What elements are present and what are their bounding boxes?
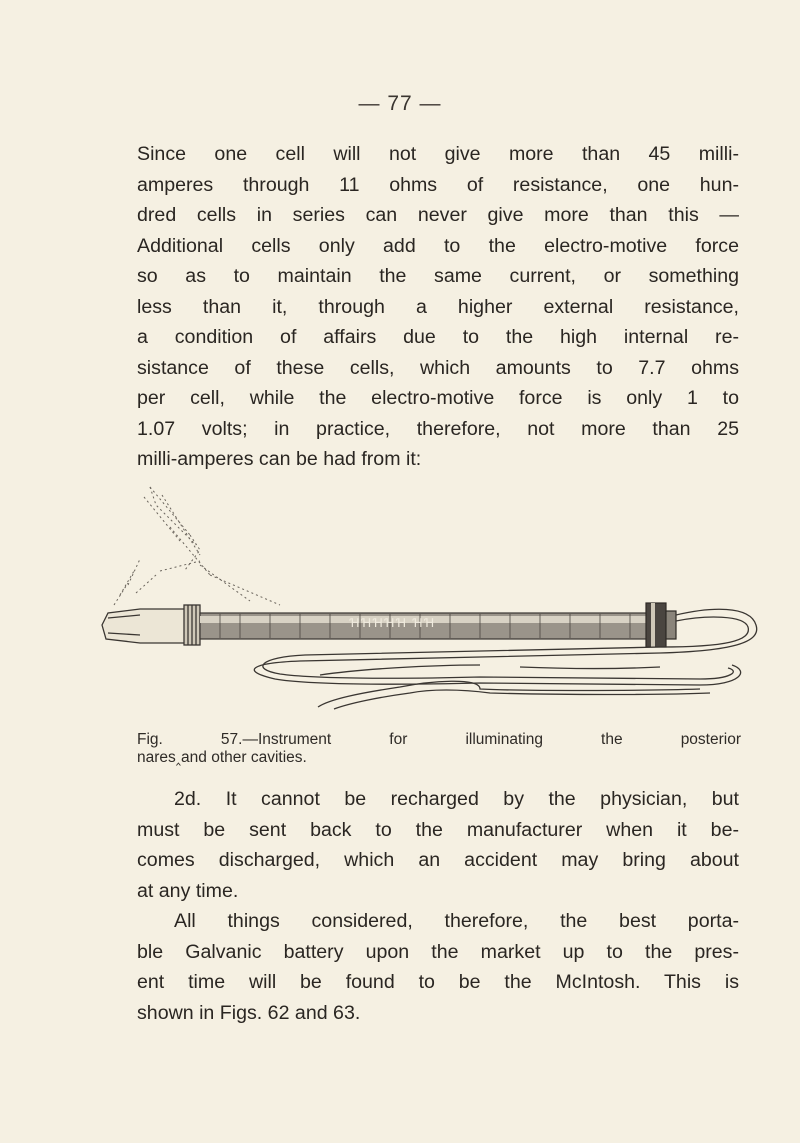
text-line: at any time. xyxy=(137,879,239,902)
tube-collar xyxy=(646,603,676,647)
text-line: Since one cell will not give more than 45 milli- xyxy=(137,143,739,165)
text-line: All things considered, therefore, the best porta- xyxy=(174,910,739,932)
paragraph-battery-cells xyxy=(137,139,739,475)
text-line: less than it, through a higher external resistance, xyxy=(137,295,739,318)
text-line: a condition of affairs due to the high internal re- xyxy=(137,326,739,348)
text-line: ent time will be found to be the McIntosh. This is xyxy=(137,971,739,993)
text-line: dred cells in series can never give more than this — xyxy=(137,204,739,226)
text-line: must be sent back to the manufacturer when it be- xyxy=(137,818,739,841)
handle-inscription: ꞪꞪꞪꞪꞪ ꞪꞪ xyxy=(350,616,437,630)
tube-body xyxy=(200,613,650,639)
text-line: per cell, while the electro-motive force is only 1 to xyxy=(137,387,739,409)
text-line: so as to maintain the same current, or something xyxy=(137,265,739,287)
text-line: Additional cells only add to the electro-motive force xyxy=(137,234,739,257)
lamp-head xyxy=(102,605,200,645)
paragraph-recharging xyxy=(137,784,739,1028)
text-line: 2d. It cannot be recharged by the physician, but xyxy=(174,788,739,810)
text-line: ble Galvanic battery upon the market up to the pres- xyxy=(137,940,739,963)
light-rays xyxy=(114,487,280,605)
text-line: amperes through 11 ohms of resistance, one hun- xyxy=(137,173,739,196)
text-line: shown in Figs. 62 and 63. xyxy=(137,1001,361,1024)
text-line: 1.07 volts; in practice, therefore, not more than 25 xyxy=(137,417,739,440)
text-line: sistance of these cells, which amounts to 7.7 ohms xyxy=(137,356,739,379)
caption-line: Fig. 57.—Instrument for illuminating the posterior xyxy=(137,731,741,748)
instrument-illustration xyxy=(100,475,760,710)
text-line: comes discharged, which an accident may bring about xyxy=(137,849,739,871)
figure-caption xyxy=(137,731,741,767)
text-line: milli-amperes can be had from it: xyxy=(137,448,422,470)
caption-line: nares‸and other cavities. xyxy=(137,749,307,766)
page-number: — 77 — xyxy=(358,92,442,115)
